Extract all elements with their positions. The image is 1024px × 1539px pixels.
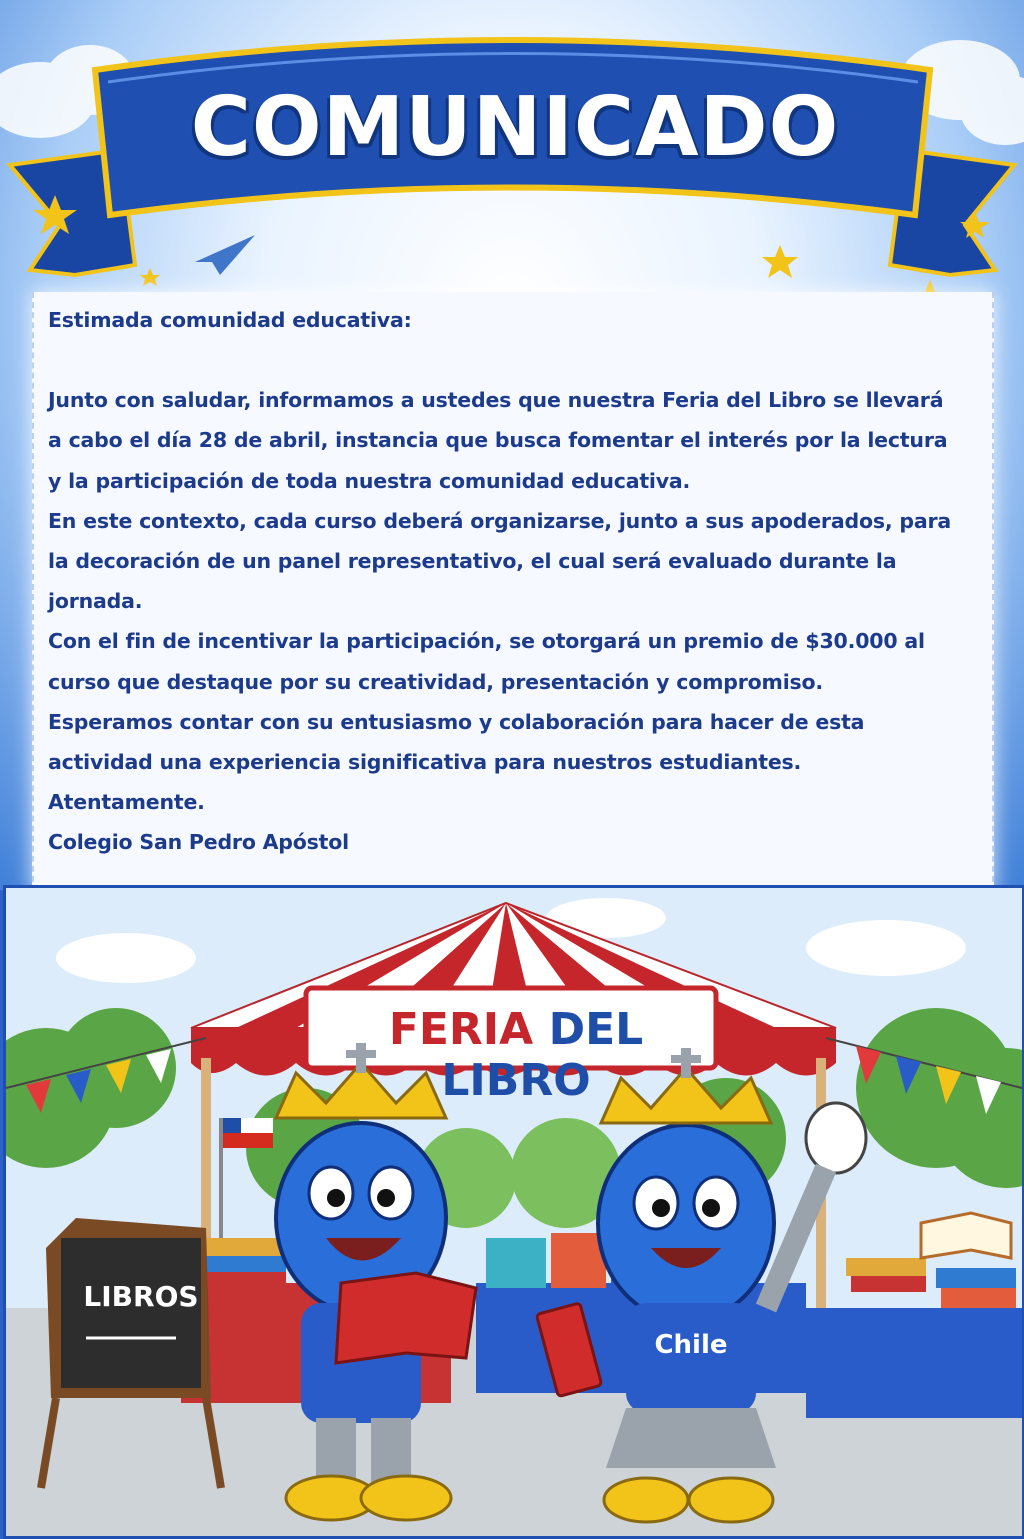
- letter-line: En este contexto, cada curso deberá organizarse, junto a sus apoderados, para: [48, 508, 952, 533]
- board-label: LIBROS: [83, 1280, 199, 1313]
- letter-line: Esperamos contar con su entusiasmo y colaboración para hacer de esta: [48, 709, 865, 734]
- letter-line: Con el fin de incentivar la participación, se otorgará un premio de $30.000 al: [48, 629, 925, 654]
- letter-line: jornada.: [48, 589, 143, 614]
- shirt-label: Chile: [654, 1330, 728, 1360]
- letter-closing: Atentamente.: [48, 790, 205, 815]
- letter-line: curso que destaque por su creatividad, presentación y compromiso.: [48, 669, 824, 694]
- letter-line: la decoración de un panel representativo, el cual será evaluado durante la: [48, 549, 897, 574]
- banner-title: COMUNICADO: [190, 80, 840, 175]
- letter-greeting: Estimada comunidad educativa:: [48, 308, 412, 332]
- letter-line: y la participación de toda nuestra comunidad educativa.: [48, 468, 691, 493]
- letter-line: Junto con saludar, informamos a ustedes que nuestra Feria del Libro se llevará: [48, 388, 944, 413]
- tent-sign-part2: DEL LIBRO: [441, 1004, 644, 1106]
- letter-line: a cabo el día 28 de abril, instancia que busca fomentar el interés por la lectura: [48, 428, 948, 453]
- letter-signature: Colegio San Pedro Apóstol: [48, 830, 349, 855]
- letter-body: [48, 300, 988, 863]
- letter-line: actividad una experiencia significativa para nuestros estudiantes.: [48, 750, 802, 775]
- tent-sign-label: [311, 1004, 721, 1106]
- tent-sign-part1: FERIA: [388, 1004, 549, 1055]
- book-fair-illustration: [3, 885, 1024, 1539]
